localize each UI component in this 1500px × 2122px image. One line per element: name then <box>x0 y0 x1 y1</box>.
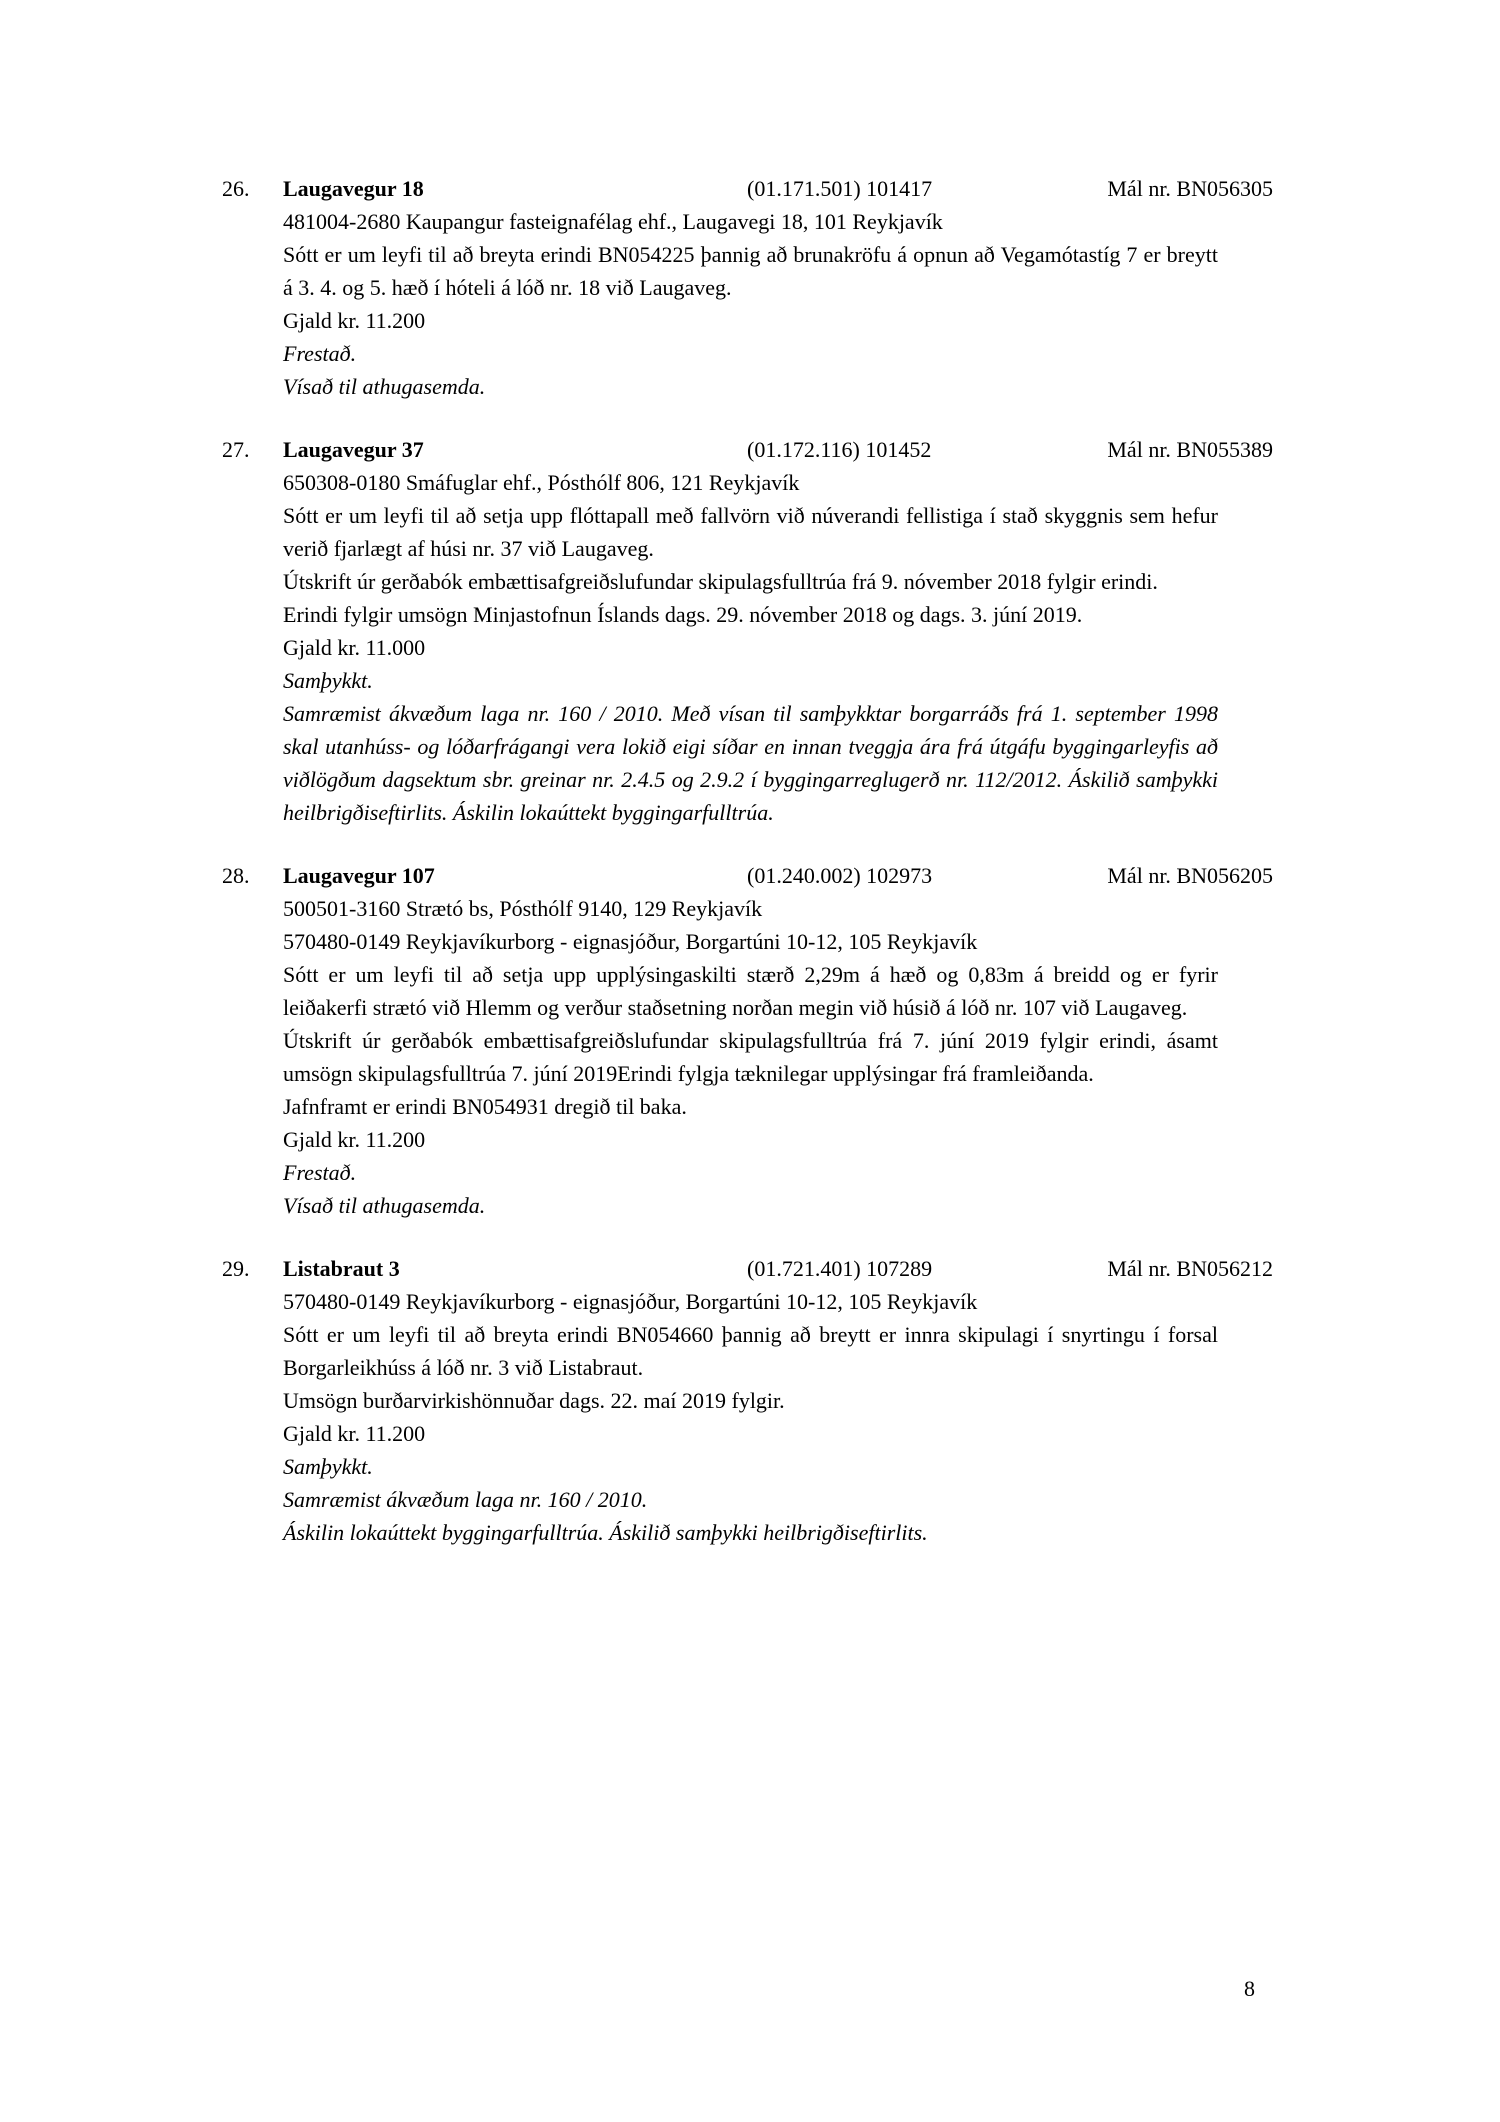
page-number: 8 <box>1244 1976 1255 2001</box>
decision-text: Áskilin lokaúttekt byggingarfulltrúa. Áskilið samþykki heilbrigðiseftirlits. <box>283 1520 928 1545</box>
decision-text: Samþykkt. <box>283 1454 373 1479</box>
item-reference: (01.721.401) 107289 <box>747 1256 933 1281</box>
agenda-items-list <box>222 172 1273 1579</box>
agenda-item <box>222 172 1273 403</box>
item-number: 28. <box>222 863 250 888</box>
item-header <box>283 859 1273 892</box>
item-paragraph: Gjald kr. 11.200 <box>283 308 426 333</box>
item-paragraph: Gjald kr. 11.000 <box>283 635 426 660</box>
decision-text: Vísað til athugasemda. <box>283 1193 486 1218</box>
item-number: 27. <box>222 437 250 462</box>
item-paragraph: Sótt er um leyfi til að setja upp upplýsingaskilti stærð 2,29m á hæð og 0,83m á breidd og er fyrir leiðakerfi strætó við Hlemm og verður staðsetning norðan megin við húsið á lóð nr. 107 við Laugaveg. <box>283 962 1218 1020</box>
item-reference: (01.171.501) 101417 <box>747 176 933 201</box>
item-number: 29. <box>222 1256 250 1281</box>
item-case-number: Mál nr. BN056205 <box>1107 863 1273 888</box>
decision-text: Samræmist ákvæðum laga nr. 160 / 2010. <box>283 1487 648 1512</box>
item-paragraph: Útskrift úr gerðabók embættisafgreiðslufundar skipulagsfulltrúa frá 7. júní 2019 fylgir erindi, ásamt umsögn skipulagsfulltrúa 7. júní 2019Erindi fylgja tæknilegar upplýsingar frá framleiðanda. <box>283 1028 1218 1086</box>
item-paragraph: Jafnframt er erindi BN054931 dregið til baka. <box>283 1094 687 1119</box>
agenda-item <box>222 1252 1273 1549</box>
item-paragraph: 500501-3160 Strætó bs, Pósthólf 9140, 129 Reykjavík <box>283 896 763 921</box>
agenda-item <box>222 433 1273 829</box>
item-header <box>283 1252 1273 1285</box>
item-paragraph: Gjald kr. 11.200 <box>283 1127 426 1152</box>
item-case-number: Mál nr. BN056305 <box>1107 176 1273 201</box>
decision-text: Samþykkt. <box>283 668 373 693</box>
item-paragraph: Sótt er um leyfi til að setja upp flóttapall með fallvörn við núverandi fellistiga í stað skyggnis sem hefur verið fjarlægt af húsi nr. 37 við Laugaveg. <box>283 503 1218 561</box>
decision-text: Samræmist ákvæðum laga nr. 160 / 2010. Með vísan til samþykktar borgarráðs frá 1. september 1998 skal utanhúss- og lóðarfrágangi vera lokið eigi síðar en innan tveggja ára frá útgáfu byggingarleyfis að viðlögðum dagsektum sbr. greinar nr. 2.4.5 og 2.9.2 í byggingarreglugerð nr. 112/2012. Áskilið samþykki heilbrigðiseftirlits. Áskilin lokaúttekt byggingarfulltrúa. <box>283 701 1218 825</box>
item-address: Listabraut 3 <box>283 1256 400 1281</box>
item-case-number: Mál nr. BN056212 <box>1107 1256 1273 1281</box>
item-paragraph: 570480-0149 Reykjavíkurborg - eignasjóður, Borgartúni 10-12, 105 Reykjavík <box>283 1289 978 1314</box>
item-header <box>283 172 1273 205</box>
item-paragraph: Sótt er um leyfi til að breyta erindi BN054660 þannig að breytt er innra skipulagi í snyrtingu í forsal Borgarleikhúss á lóð nr. 3 við Listabraut. <box>283 1322 1218 1380</box>
item-case-number: Mál nr. BN055389 <box>1107 437 1273 462</box>
item-address: Laugavegur 37 <box>283 437 424 462</box>
decision-text: Frestað. <box>283 341 357 366</box>
item-paragraph: Erindi fylgir umsögn Minjastofnun Íslands dags. 29. nóvember 2018 og dags. 3. júní 2019. <box>283 602 1083 627</box>
item-number: 26. <box>222 176 250 201</box>
item-reference: (01.240.002) 102973 <box>747 863 933 888</box>
agenda-item <box>222 859 1273 1222</box>
item-paragraph: Gjald kr. 11.200 <box>283 1421 426 1446</box>
decision-text: Vísað til athugasemda. <box>283 374 486 399</box>
item-reference: (01.172.116) 101452 <box>747 437 932 462</box>
item-header <box>283 433 1273 466</box>
item-paragraph: 481004-2680 Kaupangur fasteignafélag ehf., Laugavegi 18, 101 Reykjavík <box>283 209 943 234</box>
item-paragraph: Sótt er um leyfi til að breyta erindi BN054225 þannig að brunakröfu á opnun að Vegamótastíg 7 er breytt á 3. 4. og 5. hæð í hóteli á lóð nr. 18 við Laugaveg. <box>283 242 1218 300</box>
item-address: Laugavegur 107 <box>283 863 435 888</box>
item-paragraph: 570480-0149 Reykjavíkurborg - eignasjóður, Borgartúni 10-12, 105 Reykjavík <box>283 929 978 954</box>
item-paragraph: Umsögn burðarvirkishönnuðar dags. 22. maí 2019 fylgir. <box>283 1388 785 1413</box>
item-paragraph: 650308-0180 Smáfuglar ehf., Pósthólf 806, 121 Reykjavík <box>283 470 800 495</box>
decision-text: Frestað. <box>283 1160 357 1185</box>
item-address: Laugavegur 18 <box>283 176 424 201</box>
item-paragraph: Útskrift úr gerðabók embættisafgreiðslufundar skipulagsfulltrúa frá 9. nóvember 2018 fylgir erindi. <box>283 569 1158 594</box>
